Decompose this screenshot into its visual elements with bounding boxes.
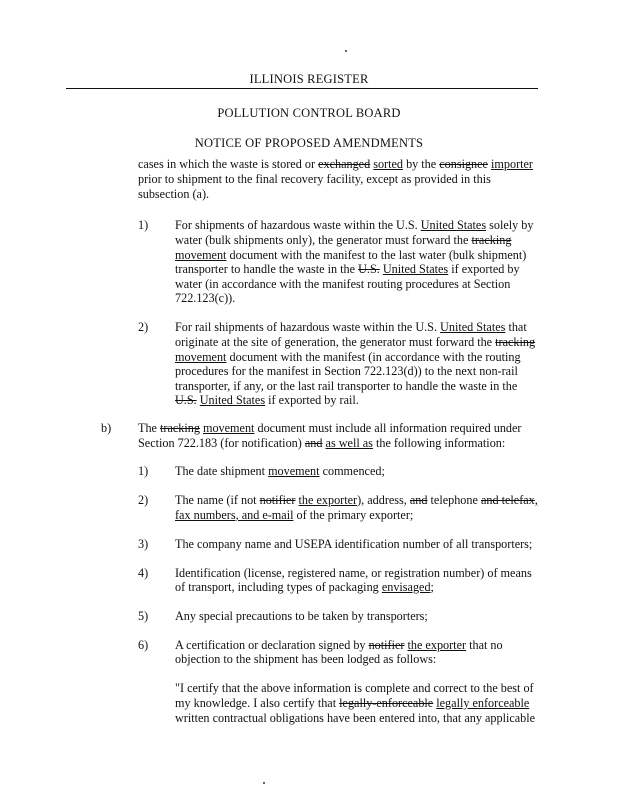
text-run: For rail shipments of hazardous waste within the U.S.	[175, 320, 441, 334]
inserted-text: the exporter	[407, 638, 467, 652]
item-b4-line-2	[175, 580, 434, 594]
header-rule	[66, 88, 538, 89]
inserted-text: ,	[534, 493, 538, 507]
item-b6-line-2: objection to the shipment has been lodged as follows:	[175, 652, 437, 666]
text-run: of the primary exporter;	[293, 508, 414, 522]
text-run: water (bulk shipments only), the generator must forward the	[175, 233, 472, 247]
deleted-text: tracking	[160, 421, 200, 435]
item-a2-line-2	[175, 335, 535, 349]
text-run: document with the manifest (in accordance with the routing	[226, 350, 521, 364]
inserted-text: movement	[175, 248, 227, 262]
text-run: transporter to handle the waste in the	[175, 262, 359, 276]
item-a1-line-6: 722.123(c)).	[175, 291, 236, 305]
text-run: cases in which the waste is stored or	[138, 157, 319, 171]
scan-speck	[345, 50, 347, 52]
inserted-text: , and e-mail	[235, 508, 294, 522]
text-run: A certification or declaration signed by	[175, 638, 369, 652]
item-a2-line-3	[175, 350, 521, 364]
inserted-text: movement	[202, 421, 255, 435]
item-a1-line-2	[175, 233, 511, 247]
text-run: For shipments of hazardous waste within the U.S.	[175, 218, 421, 232]
item-b-line-2	[138, 436, 505, 450]
deleted-text: legally-enforceable	[339, 696, 434, 710]
text-run: document must include all information required under	[254, 421, 522, 435]
item-a1-line-3	[175, 248, 526, 262]
item-a1-label: 1)	[138, 218, 149, 232]
deleted-text: tracking	[471, 233, 512, 247]
scan-speck	[263, 782, 265, 784]
inserted-text: importer	[491, 157, 533, 171]
text-run: document with the manifest to the last water (bulk shipment)	[226, 248, 527, 262]
item-a2-line-1	[175, 320, 527, 334]
inserted-text: as well as	[325, 436, 373, 450]
quote-line-1: "I certify that the above information is complete and correct to the best of	[175, 681, 534, 695]
text-run: commenced;	[319, 464, 385, 478]
deleted-text: and	[304, 436, 323, 450]
inserted-text: the exporter	[298, 493, 358, 507]
item-b4-line-1: Identification (license, registered name, or registration number) of means	[175, 566, 532, 580]
item-b3-line-1: The company name and USEPA identification number of all transporters;	[175, 537, 533, 551]
deleted-text: exchanged	[318, 157, 371, 171]
item-b1-line-1	[175, 464, 385, 478]
text-run: solely by	[486, 218, 534, 232]
deleted-text: notifier	[368, 638, 405, 652]
inserted-text: envisaged	[381, 580, 431, 594]
item-b2-label: 2)	[138, 493, 149, 507]
text-run: if exported by	[448, 262, 520, 276]
item-b-label: b)	[101, 421, 112, 435]
item-a1-line-1	[175, 218, 534, 232]
item-b5-line-1: Any special precautions to be taken by transporters;	[175, 609, 428, 623]
item-b5-label: 5)	[138, 609, 149, 623]
item-b4-label: 4)	[138, 566, 149, 580]
quote-line-2	[175, 696, 529, 710]
item-b3-label: 3)	[138, 537, 149, 551]
text-run: of transport, including types of packaging	[175, 580, 382, 594]
deleted-text: and telefax	[480, 493, 535, 507]
deleted-text: consignee	[439, 157, 488, 171]
inserted-text: United States	[199, 393, 266, 407]
text-run: originate at the site of generation, the generator must forward the	[175, 335, 496, 349]
intro-line-2: prior to shipment to the final recovery facility, except as provided in this	[138, 172, 491, 186]
text-run: Section 722.183 (for notification)	[138, 436, 305, 450]
text-run: The	[138, 421, 160, 435]
inserted-text: sorted	[373, 157, 404, 171]
inserted-text: United States	[440, 320, 506, 334]
item-b6-label: 6)	[138, 638, 149, 652]
register-title: ILLINOIS REGISTER	[249, 72, 369, 86]
text-run: The name (if not	[175, 493, 260, 507]
inserted-text: United States	[420, 218, 487, 232]
text-run: if exported by rail.	[265, 393, 359, 407]
deleted-text: and	[409, 493, 428, 507]
text-run: ), address,	[357, 493, 410, 507]
item-a2-line-4: procedures for the manifest in Section 722.123(d)) to the next non-rail	[175, 364, 518, 378]
notice-title: NOTICE OF PROPOSED AMENDMENTS	[194, 136, 424, 150]
item-b1-label: 1)	[138, 464, 149, 478]
text-run: that no	[466, 638, 503, 652]
deleted-text: notifier	[259, 493, 296, 507]
item-a1-line-5: water (in accordance with the manifest routing procedures at Section	[175, 277, 511, 291]
text-run: my knowledge. I also certify that	[175, 696, 340, 710]
intro-line-3: subsection (a).	[138, 187, 210, 201]
text-run: by the	[403, 157, 440, 171]
deleted-text: tracking	[495, 335, 536, 349]
item-b-line-1	[138, 421, 521, 435]
inserted-text: legally enforceable	[436, 696, 530, 710]
inserted-text: United States	[382, 262, 449, 276]
item-a2-line-6	[175, 393, 359, 407]
item-b6-line-1	[175, 638, 503, 652]
inserted-text: movement	[268, 464, 320, 478]
item-b2-line-1	[175, 493, 538, 507]
item-a1-line-4	[175, 262, 520, 276]
deleted-text: U.S.	[358, 262, 380, 276]
item-b2-line-2	[175, 508, 413, 522]
item-a2-line-5: transporter, if any, or the last rail transporter to handle the waste in the	[175, 379, 518, 393]
deleted-text: U.S.	[175, 393, 197, 407]
text-run: The date shipment	[175, 464, 269, 478]
text-run: ;	[430, 580, 434, 594]
quote-line-3: written contractual obligations have been entered into, that any applicable	[175, 711, 536, 725]
text-run: that	[505, 320, 527, 334]
text-run: telephone	[427, 493, 481, 507]
inserted-text: movement	[175, 350, 227, 364]
inserted-text: fax numbers	[175, 508, 236, 522]
board-title: POLLUTION CONTROL BOARD	[217, 106, 401, 120]
text-run: the following information:	[372, 436, 506, 450]
intro-line-1	[138, 157, 533, 171]
item-a2-label: 2)	[138, 320, 149, 334]
